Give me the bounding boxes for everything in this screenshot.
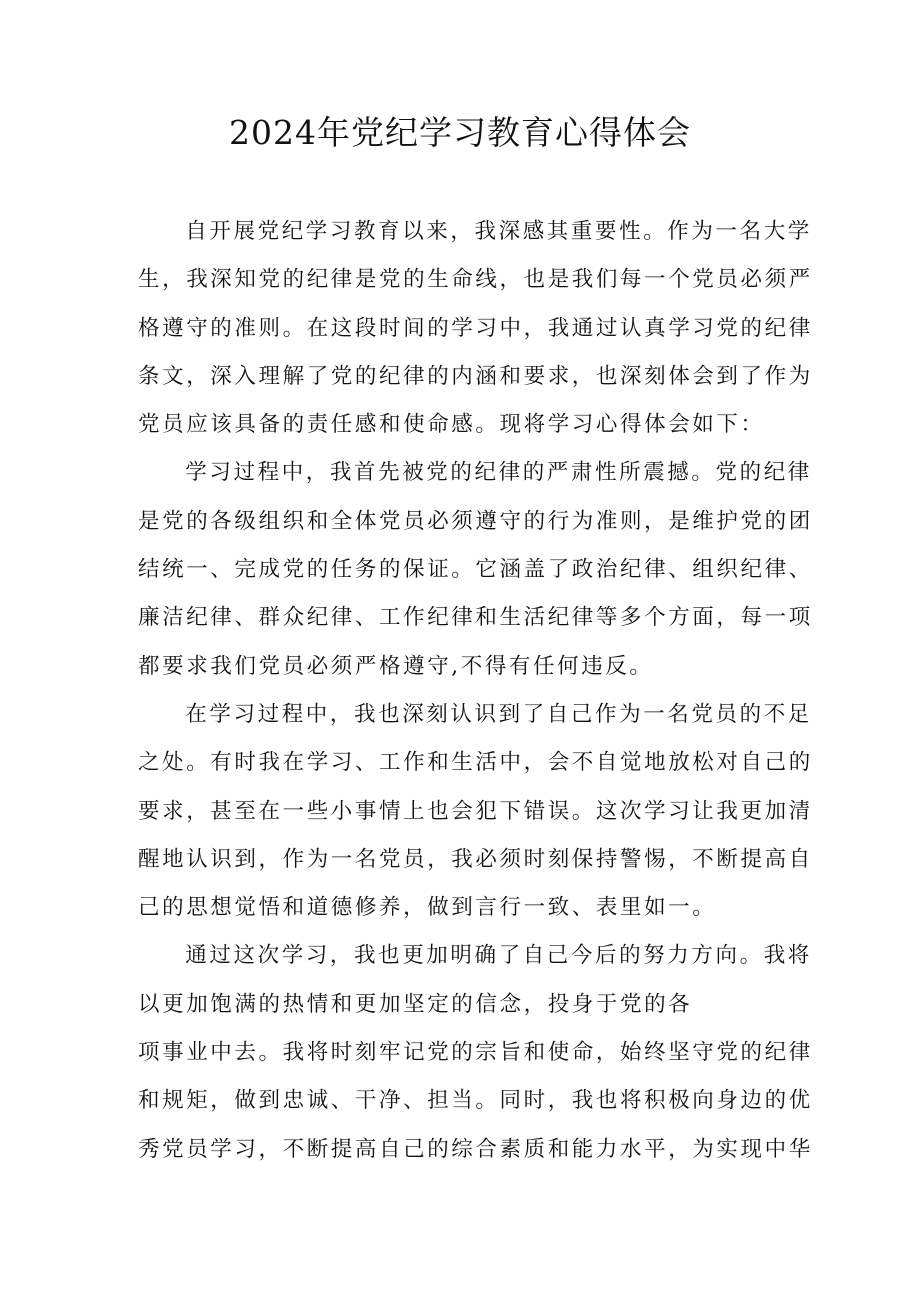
paragraph-line: 在学习过程中，我也深刻认识到了自己作为一名党员的不足 bbox=[185, 701, 812, 727]
paragraph-line: 是党的各级组织和全体党员必须遵守的行为准则，是维护党的团 bbox=[138, 508, 813, 534]
paragraph-line: 廉洁纪律、群众纪律、工作纪律和生活纪律等多个方面，每一项 bbox=[138, 605, 813, 631]
paragraph-line: 学习过程中，我首先被党的纪律的严肃性所震撼。党的纪律 bbox=[185, 460, 812, 486]
paragraph-1 bbox=[138, 208, 813, 449]
paragraph-line: 醒地认识到，作为一名党员，我必须时刻保持警惕，不断提高自 bbox=[138, 846, 813, 872]
paragraph-line: 要求，甚至在一些小事情上也会犯下错误。这次学习让我更加清 bbox=[138, 798, 813, 824]
paragraph-line: 格遵守的准则。在这段时间的学习中，我通过认真学习党的纪律 bbox=[138, 315, 813, 341]
paragraph-3 bbox=[138, 691, 813, 932]
paragraph-line: 条文，深入理解了党的纪律的内涵和要求，也深刻体会到了作为 bbox=[138, 363, 813, 389]
paragraph-2 bbox=[138, 449, 813, 690]
paragraph-line: 之处。有时我在学习、工作和生活中，会不自觉地放松对自己的 bbox=[138, 750, 813, 776]
paragraph-line: 和规矩，做到忠诚、干净、担当。同时，我也将积极向身边的优 bbox=[138, 1088, 813, 1114]
paragraph-line: 己的思想觉悟和道德修养，做到言行一致、表里如一。 bbox=[138, 895, 717, 921]
paragraph-line: 秀党员学习，不断提高自己的综合素质和能力水平，为实现中华 bbox=[138, 1136, 813, 1162]
paragraph-line: 党员应该具备的责任感和使命感。现将学习心得体会如下： bbox=[138, 412, 765, 438]
document-body bbox=[138, 208, 813, 1174]
paragraph-line: 项事业中去。我将时刻牢记党的宗旨和使命，始终坚守党的纪律 bbox=[138, 1040, 813, 1066]
paragraph-line: 自开展党纪学习教育以来，我深感其重要性。作为一名大学 bbox=[185, 219, 812, 244]
document-title: 2024年党纪学习教育心得体会 bbox=[229, 113, 691, 152]
paragraph-line: 生，我深知党的纪律是党的生命线，也是我们每一个党员必须严 bbox=[138, 267, 813, 293]
paragraph-4 bbox=[138, 932, 812, 1029]
paragraph-line: 结统一、完成党的任务的保证。它涵盖了政治纪律、组织纪律、 bbox=[138, 557, 813, 583]
paragraph-line: 以更加饱满的热情和更加坚定的信念，投身于党的各 bbox=[138, 991, 693, 1017]
paragraph-5 bbox=[138, 1029, 813, 1174]
paragraph-line: 都要求我们党员必须严格遵守,不得有任何违反。 bbox=[138, 653, 654, 679]
paragraph-line: 通过这次学习，我也更加明确了自己今后的努力方向。我将 bbox=[185, 943, 812, 969]
